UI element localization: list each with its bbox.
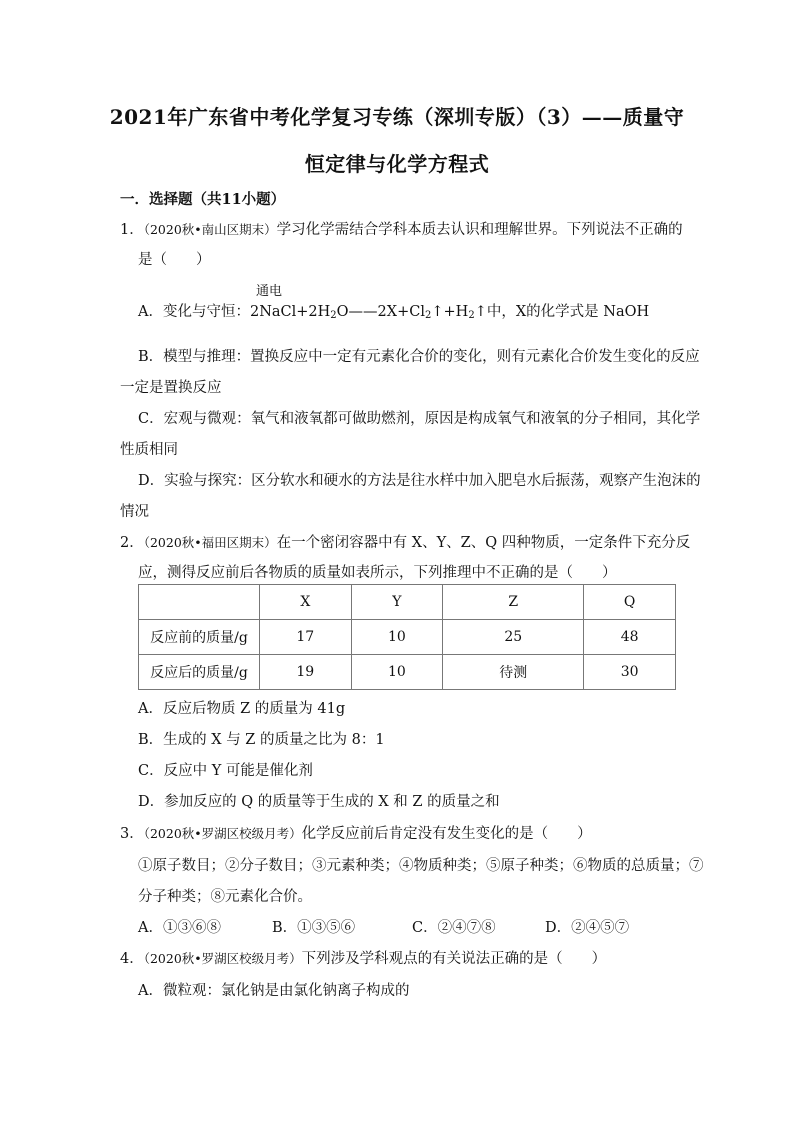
question-3-stem [120,822,592,843]
question-4-option-a: A．微粒观：氯化钠是由氯化钠离子构成的 [138,983,410,999]
table-cell: 30 [584,655,676,690]
question-3-text: 化学反应前后肯定没有发生变化的是（ ） [301,826,592,842]
question-1-option-d-cont: 情况 [120,504,149,520]
table-header-cell: X [260,585,352,620]
document-title-line2: 恒定律与化学方程式 [304,152,490,176]
question-1-option-a: A．变化与守恒：2NaCl+2H2O——2X+Cl2↑+H2↑中，X的化学式是 NaOH [138,304,650,321]
question-3-items: ①原子数目；②分子数目；③元素种类；④物质种类；⑤原子种类；⑥物质的总质量；⑦ [138,858,704,874]
question-2-option-c: C．反应中 Y 可能是催化剂 [138,763,313,779]
table-header-row [139,585,676,620]
table-header-cell: Q [584,585,676,620]
question-4-number: 4． [120,951,144,967]
table-cell: 待测 [443,655,584,690]
table-row [139,620,676,655]
question-1-option-d: D．实验与探究：区分软水和硬水的方法是往水样中加入肥皂水后振荡，观察产生泡沫的 [138,473,701,489]
question-2-number: 2． [120,535,144,551]
table-cell: 17 [260,620,352,655]
table-header-cell [139,585,260,620]
question-3-source: （2020秋•罗湖区校级月考） [143,826,302,841]
reaction-condition: 通电 [256,284,283,299]
question-3-option-c: C．②④⑦⑧ [412,920,496,936]
question-3-option-b: B．①③⑤⑥ [272,920,356,936]
question-1-option-b-cont: 一定是置换反应 [120,380,222,396]
question-4-source: （2020秋•罗湖区校级月考） [143,951,302,966]
table-cell: 反应前的质量/g [139,620,260,655]
question-2-stem [120,531,690,552]
table-cell: 19 [260,655,352,690]
table-cell: 25 [443,620,584,655]
question-4-stem [120,947,606,968]
question-2-option-d: D．参加反应的 Q 的质量等于生成的 X 和 Z 的质量之和 [138,794,500,810]
table-cell: 48 [584,620,676,655]
question-3-option-d: D．②④⑤⑦ [545,920,630,936]
question-1-option-b: B．模型与推理：置换反应中一定有元素化合价的变化，则有元素化合价发生变化的反应 [138,349,700,365]
table-cell: 10 [351,655,443,690]
question-1-number: 1． [120,222,144,238]
question-3-option-a: A．①③⑥⑧ [138,920,221,936]
table-row [139,655,676,690]
question-1-source: （2020秋•南山区期末） [143,222,277,237]
table-header-cell: Z [443,585,584,620]
question-1-option-c: C．宏观与微观：氧气和液氧都可做助燃剂，原因是构成氧气和液氧的分子相同，其化学 [138,411,701,427]
table-cell: 10 [351,620,443,655]
question-1-text: 学习化学需结合学科本质去认识和理解世界。下列说法不正确的 [276,222,683,238]
question-2-option-b: B．生成的 X 与 Z 的质量之比为 8：1 [138,732,385,748]
question-1-stem-cont: 是（ ） [138,252,211,268]
section-heading: 一．选择题（共11小题） [120,191,286,208]
question-2-stem-cont: 应，测得反应前后各物质的质量如表所示，下列推理中不正确的是（ ） [138,565,617,581]
question-2-text: 在一个密闭容器中有 X、Y、Z、Q 四种物质，一定条件下充分反 [276,535,691,551]
question-2-option-a: A．反应后物质 Z 的质量为 41g [138,701,346,717]
question-1-stem [120,218,683,239]
mass-table [138,584,676,690]
table-cell: 反应后的质量/g [139,655,260,690]
question-4-text: 下列涉及学科观点的有关说法正确的是（ ） [301,951,607,967]
question-2-source: （2020秋•福田区期末） [143,535,277,550]
document-title-line1: 2021年广东省中考化学复习专练（深圳专版）（3）——质量守 [109,105,685,129]
question-3-number: 3． [120,826,144,842]
question-1-option-c-cont: 性质相同 [120,442,178,458]
table-header-cell: Y [351,585,443,620]
question-3-items-cont: 分子种类；⑧元素化合价。 [138,889,312,905]
